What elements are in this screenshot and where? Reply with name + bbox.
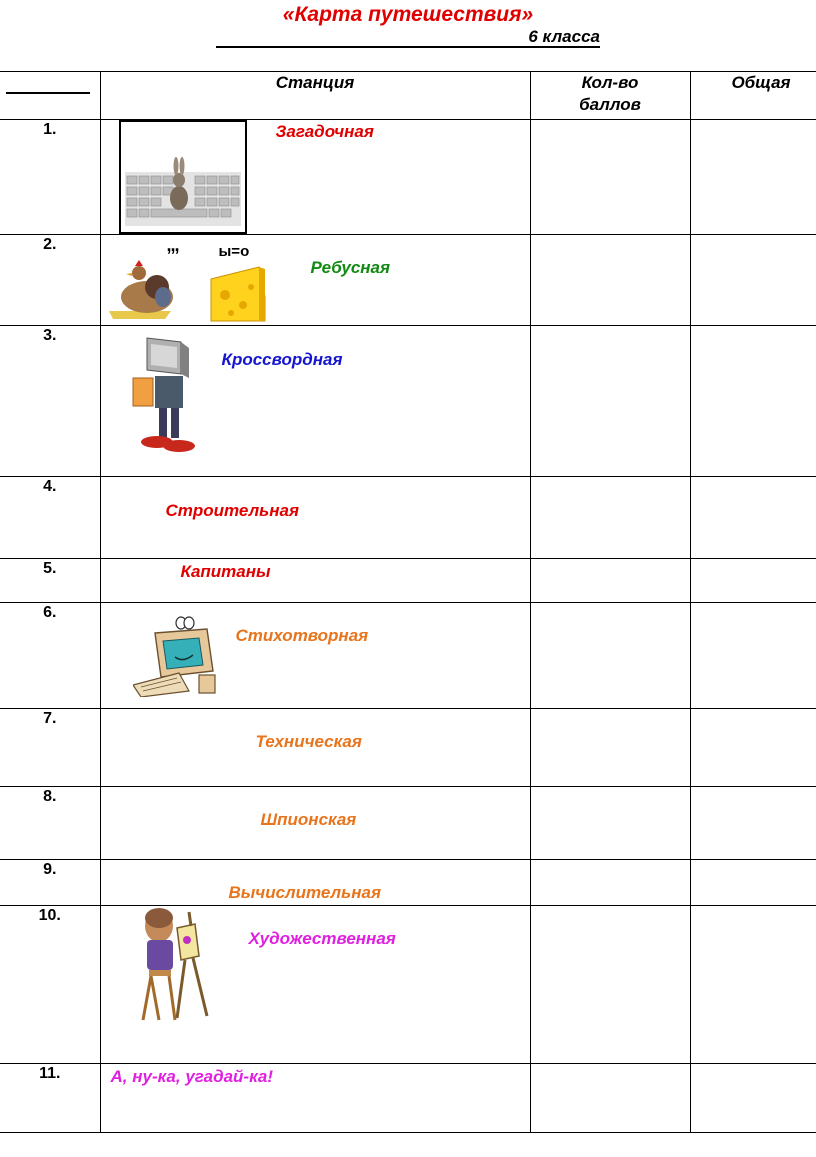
- station-cell: [100, 906, 530, 1064]
- table-row: [0, 120, 816, 235]
- header-points: Кол-во баллов: [530, 72, 690, 120]
- header-station: Станция: [100, 72, 530, 120]
- points-cell: [530, 235, 690, 326]
- table-row: [0, 235, 816, 326]
- table-row: [0, 860, 816, 906]
- station-cell: [100, 709, 530, 787]
- rebus-text: ы=о: [218, 243, 250, 260]
- points-cell: [530, 1064, 690, 1133]
- station-cell: [100, 787, 530, 860]
- row-number: 3.: [0, 326, 100, 477]
- station-name: Шпионская: [260, 810, 357, 829]
- total-cell: [690, 559, 816, 603]
- station-name: Строительная: [165, 501, 300, 520]
- points-cell: [530, 120, 690, 235]
- station-cell: [100, 860, 530, 906]
- station-cell: [100, 235, 530, 326]
- total-cell: [690, 477, 816, 559]
- points-cell: [530, 709, 690, 787]
- table-row: [0, 787, 816, 860]
- row-number: 5.: [0, 559, 100, 603]
- points-cell: [530, 477, 690, 559]
- monitor-head-character-icon: [129, 332, 199, 461]
- table-row: [0, 477, 816, 559]
- row-number: 2.: [0, 235, 100, 326]
- station-cell: [100, 326, 530, 477]
- station-name: Стихотворная: [235, 626, 369, 645]
- header-total: Общая: [690, 72, 816, 120]
- total-cell: [690, 709, 816, 787]
- table-row: [0, 603, 816, 709]
- painter-at-easel-icon: [129, 908, 217, 1033]
- rebus-hen-cheese-icon: [109, 235, 279, 325]
- station-cell: [100, 603, 530, 709]
- station-name: Ребусная: [310, 258, 391, 277]
- points-cell: [530, 603, 690, 709]
- station-name: Вычислительная: [228, 883, 381, 902]
- row-number: 9.: [0, 860, 100, 906]
- total-cell: [690, 906, 816, 1064]
- rabbit-keyboard-icon: [119, 120, 249, 239]
- computer-character-icon: [133, 615, 219, 702]
- stations-table: [0, 71, 816, 1133]
- total-cell: [690, 326, 816, 477]
- row-number: 10.: [0, 906, 100, 1064]
- station-cell: [100, 559, 530, 603]
- total-cell: [690, 120, 816, 235]
- row-number: 4.: [0, 477, 100, 559]
- station-name: Кроссвордная: [221, 350, 343, 369]
- points-cell: [530, 559, 690, 603]
- row-number: 1.: [0, 120, 100, 235]
- station-name: Техническая: [255, 732, 362, 751]
- points-cell: [530, 787, 690, 860]
- total-cell: [690, 860, 816, 906]
- station-cell: [100, 1064, 530, 1133]
- table-row: [0, 1064, 816, 1133]
- header-number-cell: [0, 72, 100, 120]
- points-cell: [530, 906, 690, 1064]
- station-name: А, ну-ка, угадай-ка!: [110, 1067, 274, 1086]
- table-row: [0, 906, 816, 1064]
- row-number: 8.: [0, 787, 100, 860]
- page-title: «Карта путешествия»: [282, 3, 534, 26]
- total-cell: [690, 235, 816, 326]
- table-row: [0, 559, 816, 603]
- table-header-row: [0, 72, 816, 120]
- points-cell: [530, 326, 690, 477]
- total-cell: [690, 1064, 816, 1133]
- table-row: [0, 709, 816, 787]
- rebus-marks: ,,,: [166, 235, 179, 255]
- station-name: Художественная: [248, 929, 396, 948]
- class-label: 6 класса: [528, 27, 600, 46]
- station-name: Капитаны: [180, 562, 271, 581]
- table-row: [0, 326, 816, 477]
- row-number: 6.: [0, 603, 100, 709]
- station-name: Загадочная: [275, 122, 374, 141]
- class-line: [216, 26, 600, 48]
- row-number: 11.: [0, 1064, 100, 1133]
- station-cell: [100, 477, 530, 559]
- points-cell: [530, 860, 690, 906]
- station-cell: [100, 120, 530, 235]
- total-cell: [690, 603, 816, 709]
- total-cell: [690, 787, 816, 860]
- row-number: 7.: [0, 709, 100, 787]
- blank-line: [6, 92, 90, 94]
